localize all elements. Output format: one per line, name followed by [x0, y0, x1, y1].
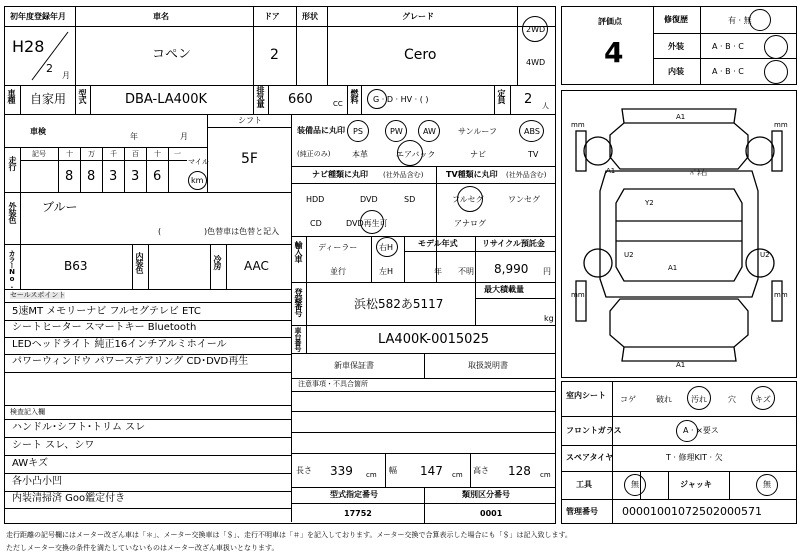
mile-label: マイル [188, 158, 209, 166]
nav-sd: SD [404, 195, 416, 204]
digit-h-3: 百 [132, 150, 139, 158]
shift-label: シフト [238, 116, 262, 125]
color-no-label: カラーNo. [8, 250, 16, 289]
repair-none-circle [749, 9, 771, 31]
mgmt-value: 0000100107250200057​1 [622, 505, 762, 518]
mm-br: mm [774, 291, 788, 299]
exterior-c-circle [764, 35, 788, 59]
footer-line-1: 走行距離の記号欄にはメーター改ざん車は「＊」、メーター交換車は「＄」、走行不明車は「＃」を記入しております。メーター交換で合算表示した場合にも「＄」は記入致します。 [6, 531, 572, 539]
chassis-label: 車台番号 [294, 327, 302, 351]
equip-leather: 本革 [352, 150, 368, 159]
sales-line-3: パワーウィンドウ パワーステアリング CD･DVD再生 [12, 356, 249, 367]
insp-notes-label: 検査記入欄 [10, 408, 45, 416]
insp-line-4: 内装清掃済 Goo鑑定付き [12, 493, 126, 504]
score-value: 4 [604, 36, 624, 69]
model-value: DBA-LA400K [125, 92, 207, 107]
seat-opt-1: 破れ [656, 395, 672, 404]
digit-h-4: 十 [154, 150, 161, 158]
nav-dvd: DVD [360, 195, 378, 204]
jack-value: 無 [763, 480, 771, 489]
repair-label: 修復歴 [664, 15, 688, 24]
fuel-label: 燃料 [350, 89, 359, 103]
digit-h-0: 十 [66, 150, 73, 158]
aircon-value: AAC [244, 259, 269, 273]
recycle-label: リサイクル預託金 [482, 239, 545, 248]
diagram-label-6: Y2 [645, 199, 654, 207]
capacity-label: 定員 [497, 89, 506, 103]
aircon-label: 冷房 [213, 255, 222, 269]
usage-value: 自家用 [30, 92, 67, 106]
month-value: 2 [46, 62, 53, 75]
door-label: ドア [264, 12, 280, 21]
grade-label: グレード [402, 12, 434, 21]
interior-label: 内装 [668, 67, 684, 76]
digit-2: 3 [109, 169, 118, 184]
color-no-value: B63 [64, 259, 88, 273]
category-value: 0001 [480, 509, 503, 518]
tv-oneseg: ワンセグ [508, 195, 540, 204]
length-value: 339 [330, 464, 353, 478]
spare-label: スペアタイヤ [566, 453, 614, 462]
kigo-label: 記号 [32, 150, 46, 158]
sales-line-0: 5速MT メモリーナビ フルセグテレビ ETC [12, 306, 201, 317]
nav-title: ナビ種類に丸印 [312, 170, 368, 179]
max-load-label: 最大積載量 [484, 285, 524, 294]
insp-line-3: 各小凸小凹 [12, 476, 62, 487]
width-value: 147 [420, 464, 443, 478]
color-label: 外装色 [8, 202, 17, 223]
digit-3: 3 [131, 169, 140, 184]
equip-airbag: エアバック [396, 150, 436, 159]
length-label: 長さ [296, 466, 312, 475]
diagram-label-0: A1 [676, 113, 686, 121]
mgmt-label: 管理番号 [566, 507, 598, 516]
import-left-h: 左H [379, 267, 394, 276]
max-load-unit: kg [544, 314, 554, 323]
seat-opt-0: コゲ [620, 395, 636, 404]
glass-label: フロントガラス [566, 426, 622, 435]
equip-ps: PS [353, 127, 363, 136]
jack-label: ジャッキ [680, 480, 712, 489]
new-car-warranty: 新車保証書 [334, 361, 374, 370]
tv-note: (社外品含む) [506, 171, 547, 179]
km-label: km [191, 176, 204, 185]
diagram-right-label: ﾊﾟﾈ右 [690, 169, 708, 177]
digit-0: 8 [65, 169, 74, 184]
digit-1: 8 [87, 169, 96, 184]
import-dealer: ディーラー [318, 243, 358, 252]
shaken-label: 車検 [30, 127, 46, 136]
tv-analog: アナログ [454, 219, 486, 228]
insp-line-1: シート スレ、シワ [12, 440, 95, 451]
insp-line-0: ハンドル･シフト･トリム スレ [12, 422, 146, 433]
color-note-open: ( [158, 227, 162, 236]
equip-abs: ABS [524, 127, 540, 136]
digit-h-2: 千 [110, 150, 117, 158]
manual: 取扱説明書 [468, 361, 508, 370]
diagram-label-4: U2 [624, 251, 634, 259]
interior-c-circle [764, 60, 788, 84]
category-label: 類別区分番号 [462, 490, 510, 499]
designation-label: 型式指定番号 [330, 490, 378, 499]
equip-title: 装備品に丸印 [297, 126, 345, 135]
door-value: 2 [270, 47, 279, 63]
spare-opts: T · 修理KIT · 欠 [666, 453, 723, 462]
import-parallel: 並行 [330, 267, 346, 276]
tools-label: 工具 [576, 480, 592, 489]
nav-cd: CD [310, 219, 322, 228]
interior-color-label: 内装色 [135, 252, 144, 273]
reg-value: 浜松582あ5117 [354, 297, 444, 311]
displacement-label: 排気量 [256, 86, 265, 107]
digit-h-1: 万 [88, 150, 95, 158]
recycle-yen: 円 [543, 267, 551, 276]
shift-value: 5F [241, 151, 258, 167]
designation-value: 17752 [344, 509, 372, 518]
person-unit: 人 [542, 102, 549, 110]
fuel-options: G · D · HV · ( ) [373, 95, 429, 104]
width-unit: cm [452, 471, 463, 479]
model-year-unit: 年 [434, 267, 442, 276]
exterior-opts: A · B · C [712, 42, 744, 51]
era-value: H28 [12, 37, 45, 56]
shaken-month: 月 [180, 132, 188, 141]
car-name-value: コペン [152, 47, 192, 62]
seat-opt-2: 汚れ [691, 395, 707, 404]
mm-tr: mm [774, 121, 788, 129]
import-right-h: 右H [379, 243, 394, 252]
exterior-label: 外装 [668, 42, 684, 51]
height-label: 高さ [473, 466, 489, 475]
equip-subtitle: (純正のみ) [297, 150, 331, 158]
interior-opts: A · B · C [712, 67, 744, 76]
model-year-unknown: 不明 [458, 267, 474, 276]
diagram-label-2: A1 [668, 264, 678, 272]
diagram-label-5: U2 [760, 251, 770, 259]
equip-navi: ナビ [470, 150, 486, 159]
width-label: 幅 [389, 466, 397, 475]
model-label: 型式 [78, 89, 87, 103]
car-diagram [562, 91, 796, 377]
recycle-value: 8,990 [494, 262, 529, 276]
chassis-value: LA400K-0015025 [378, 332, 489, 347]
notes-label: 注意事項・不具合箇所 [298, 380, 368, 388]
diagram-label-1: A1 [606, 167, 616, 175]
month-unit: 月 [62, 71, 70, 80]
color-value: ブルー [42, 200, 78, 214]
seat-opt-3: 穴 [728, 395, 736, 404]
car-name-label: 車名 [153, 12, 169, 21]
equip-aw: AW [423, 127, 436, 136]
drive-4wd: 4WD [526, 58, 546, 67]
mm-tl: mm [571, 121, 585, 129]
shaken-year: 年 [130, 132, 138, 141]
digit-4: 6 [153, 169, 162, 184]
length-unit: cm [366, 471, 377, 479]
seat-opt-4: キズ [755, 395, 771, 404]
glass-opts: A · ×要ス [683, 426, 719, 435]
nav-dvd-play: DVD再生可 [346, 219, 388, 228]
diagram-label-3: A1 [676, 361, 686, 369]
cc-unit: CC [333, 100, 343, 108]
reg-label: 登録番号 [294, 288, 303, 316]
mm-bl: mm [571, 291, 585, 299]
import-label: 輸入車 [294, 241, 303, 262]
color-note: )色替車は色替と記入 [204, 227, 280, 236]
nav-note: (社外品含む) [383, 171, 424, 179]
tv-title: TV種類に丸印 [446, 170, 498, 179]
insp-line-2: AWキズ [12, 458, 48, 469]
tv-fullseg: フルセグ [452, 195, 484, 204]
usage-label: 車種 [7, 89, 16, 103]
height-value: 128 [508, 464, 531, 478]
drive-2wd: 2WD [526, 25, 546, 34]
mileage-label: 走行 [8, 156, 17, 170]
capacity-value: 2 [524, 92, 533, 107]
first-reg-label: 初年度登録年月 [10, 12, 66, 21]
repair-opts: 有 · 無 [728, 16, 752, 25]
grade-value: Cero [404, 47, 437, 63]
footer-line-2: ただしメーター交換の条件を満たしていないものはメーター改ざん車扱いとなります。 [6, 544, 279, 552]
equip-sunroof: サンルーフ [458, 127, 497, 136]
equip-tv: TV [528, 150, 539, 159]
model-year-label: モデル年式 [418, 239, 458, 248]
sales-line-1: シートヒーター スマートキー Bluetooth [12, 322, 197, 333]
shape-label: 形状 [302, 12, 318, 21]
seat-label: 室内シート [566, 391, 606, 400]
height-unit: cm [540, 471, 551, 479]
digit-h-5: 一 [174, 150, 181, 158]
nav-hdd: HDD [306, 195, 325, 204]
sales-line-2: LEDヘッドライト 純正16インチアルミホイール [12, 339, 227, 350]
displacement-value: 660 [288, 92, 313, 107]
score-label: 評価点 [598, 17, 622, 26]
sales-label: セールスポイント [10, 291, 66, 299]
equip-pw: PW [390, 127, 403, 136]
tools-value: 無 [631, 480, 639, 489]
